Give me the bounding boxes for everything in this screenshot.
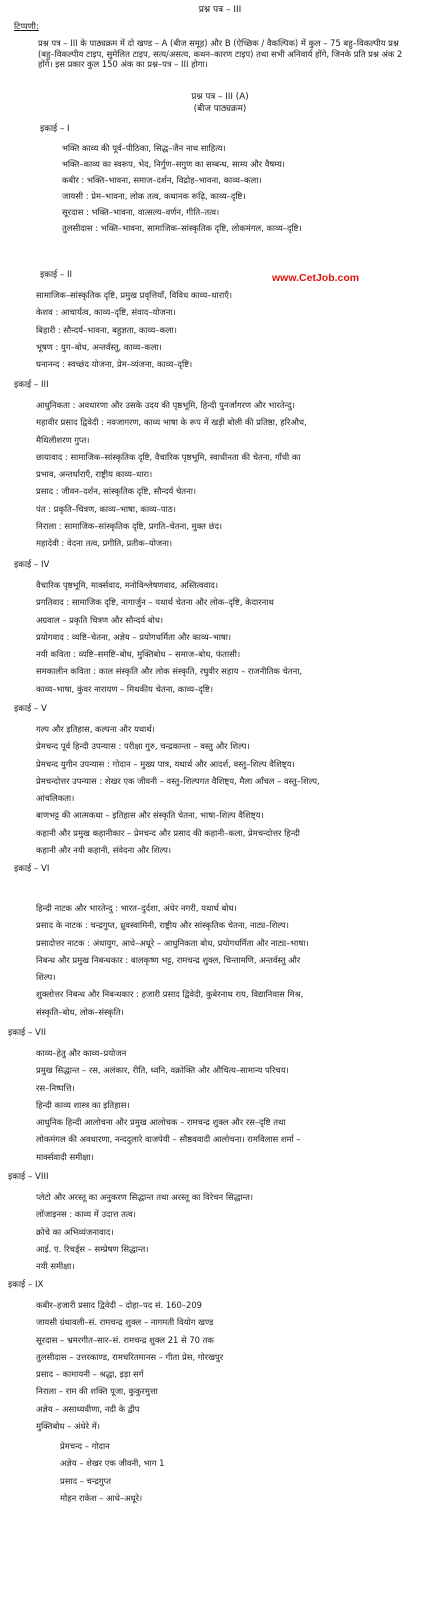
list-item: क्रोचे का अभिव्यंजनावाद।	[36, 1226, 114, 1237]
unit-3-list	[36, 397, 307, 553]
list-item: पंत : प्रकृति–चित्रण, काव्य–भाषा, काव्य–पाठ।	[36, 503, 176, 514]
unit-heading: इकाई – VI	[14, 864, 50, 874]
list-item: प्रसाद – चन्द्रगुप्त	[60, 1475, 111, 1486]
list-item: प्रगतिवाद : सामाजिक दृष्टि, नागार्जुन – यथार्थ चेतना और लोक–दृष्टि, केदारनाथ	[36, 597, 274, 608]
unit-heading: इकाई – I	[40, 124, 70, 134]
list-item: प्रेमचन्दोत्तर उपन्यास : शेखर एक जीवनी – वस्तु–शिल्पगत वैशिष्ट्य, मैला आँचल – वस्तु–शिल्प,	[36, 775, 320, 786]
list-item: जायसी : प्रेम–भावना, लोक तत्व, कथानक रूढ़ि, काव्य–दृष्टि।	[62, 191, 246, 201]
list-item: वैचारिक पृष्ठभूमि, मार्क्सवाद, मनोविश्लेषणवाद, अस्तित्ववाद।	[36, 580, 219, 590]
unit-heading: इकाई – V	[14, 704, 47, 714]
list-item: कहानी और नयी कहानी, संवेदना और शिल्प।	[36, 845, 171, 856]
list-item: मोहन राकेश – आधे–अधूरे।	[60, 1492, 143, 1503]
list-item: प्रमुख सिद्धान्त – रस, अलंकार, रीति, ध्वनि, वक्रोक्ति और औचित्य–सामान्य परिचय।	[36, 1065, 289, 1076]
list-item: छायावाद : सामाजिक–सांस्कृतिक दृष्टि, वैचारिक पृष्ठभूमि, स्वाधीनता की चेतना, गाँधी का	[36, 451, 301, 462]
list-item: सामाजिक–सांस्कृतिक दृष्टि, प्रमुख प्रवृत्तियाँ, विविध काव्य–धाराएँ।	[36, 290, 233, 300]
list-item: काव्य–भाषा, कुंवर नारायण – मिथकीय चेतना, काव्य–दृष्टि।	[36, 683, 213, 694]
list-item: काव्य–हेतु और काव्य–प्रयोजन	[36, 1048, 127, 1058]
list-item: गल्प और इतिहास, कल्पना और यथार्थ।	[36, 724, 155, 734]
list-item: शिल्प।	[36, 972, 56, 983]
list-item: बाणभट्ट की आत्मकथा – इतिहास और संस्कृति चेतना, भाषा–शिल्प वैशिष्ट्य।	[36, 810, 264, 821]
list-item: प्रसाद – कामायनी – श्रद्धा, इड़ा सर्ग	[36, 1369, 144, 1380]
list-item: सूरदास : भक्ति–भावना, वात्सल्य–वर्णन, गीति–तत्व।	[62, 207, 220, 217]
list-item: तुलसीदास – उत्तरकाण्ड, रामचरितमानस – गीता प्रेस, गोरखपुर	[36, 1351, 224, 1362]
unit-5-list	[36, 721, 320, 859]
note-paragraph: प्रश्न पत्र – III के पाठ्यक्रम में दो खण्ड – A (बीज समूह) और B (ऐच्छिक / वैकल्पिक) में कुल – 75 बहु–विकल्पीय प्रश्न (बहु–विकल्पीय टाइप, सुमेलित टाइप, सत्य/असत्य, कथन–कारण टाइप) तथा सभी अनिवार्य होंगे, जिनके प्रति प्रश्न अंक 2 होंगे। इस प्रकार कुल 150 अंक का प्रश्न–पत्र – III होगा।	[38, 38, 403, 70]
list-item: अज्ञेय – शेखर एक जीवनी, भाग 1	[60, 1458, 165, 1469]
list-item: लोंजाइनस : काव्य में उदात्त तत्व।	[36, 1209, 136, 1220]
list-item: कबीर : भक्ति–भावना, समाज–दर्शन, विद्रोह–भावना, काव्य–कला।	[62, 175, 262, 185]
unit-8-list	[36, 1189, 253, 1275]
list-item: निराला – राम की शक्ति पूजा, कुकुरमुत्ता	[36, 1386, 158, 1397]
list-item: महादेवी : वेदना तत्व, प्रगीति, प्रतीक–योजना।	[36, 538, 173, 549]
unit-6-list	[36, 900, 309, 1021]
unit-2-list	[36, 287, 232, 373]
list-item: प्रसाद : जीवन–दर्शन, सांस्कृतिक दृष्टि, सौन्दर्य चेतना।	[36, 486, 197, 497]
section-subtitle: (बीज पाठ्यक्रम)	[193, 104, 247, 114]
list-item: बिहारी : सौन्दर्य–भावना, बहुज्ञता, काव्य–कला।	[36, 324, 177, 335]
list-item: भक्ति काव्य की पूर्व–पीठिका, सिद्ध–जैन नाथ साहित्य।	[62, 143, 226, 153]
prose-list	[60, 1438, 164, 1507]
list-item: लोकमंगल की अवधारणा, नन्ददुलारे वाजपेयी – सौष्ठववादी आलोचना। रामविलास शर्मा –	[36, 1134, 301, 1145]
list-item: प्रयोगवाद : व्यष्टि–चेतना, अज्ञेय – प्रयोगधर्मिता और काव्य–भाषा।	[36, 631, 232, 642]
unit-7-list	[36, 1045, 301, 1166]
unit-heading: इकाई – IX	[8, 1280, 44, 1290]
watermark: www.CetJob.com	[272, 272, 360, 284]
list-item: समकालीन कविता : काल संस्कृति और लोक संस्कृति, रघुवीर सहाय – राजनीतिक चेतना,	[36, 666, 303, 677]
list-item: आधुनिकता : अवधारणा और उसके उदय की पृष्ठभूमि, हिन्दी पुनर्जागरण और भारतेन्दु।	[36, 400, 295, 410]
list-item: आई. ए. रिचर्ड्स – सम्प्रेषण सिद्धान्त।	[36, 1243, 149, 1254]
list-item: सूरदास – भ्रमरगीत–सार–सं. रामचन्द्र शुक्ल 21 से 70 तक	[36, 1334, 214, 1345]
list-item: हिन्दी काव्य शास्त्र का इतिहास।	[36, 1099, 130, 1110]
note-label: टिप्पणी:	[14, 21, 39, 31]
list-item: महावीर प्रसाद द्विवेदी : नवजागरण, काव्य भाषा के रूप में खड़ी बोली की प्रतिष्ठा, हरिऔध,	[36, 417, 307, 428]
unit-heading: इकाई – IV	[14, 560, 50, 570]
list-item: मैथिलीशरण गुप्त।	[36, 434, 90, 445]
list-item: नयी समीक्षा।	[36, 1261, 75, 1272]
list-item: प्रेमचन्द – गोदान	[60, 1441, 110, 1451]
list-item: प्रेमचन्द पूर्व हिन्दी उपन्यास : परीक्षा गुरु, चन्द्रकान्ता – वस्तु और शिल्प।	[36, 741, 250, 752]
unit-heading: इकाई – VII	[8, 1028, 46, 1038]
list-item: अज्ञेय – असाध्यवीणा, नदी के द्वीप	[36, 1403, 140, 1414]
unit-1-list	[62, 140, 302, 236]
list-item: कहानी और प्रमुख कहानीकार – प्रेमचन्द और प्रसाद की कहानी–कला, प्रेमचन्दोत्तर हिन्दी	[36, 827, 300, 838]
list-item: कबीर–हजारी प्रसाद द्विवेदी – दोहा–पद सं. 160–209	[36, 1300, 202, 1310]
list-item: मुक्तिबोध – अंधेरे में।	[36, 1421, 100, 1432]
unit-9-list	[36, 1297, 223, 1435]
unit-4-list	[36, 577, 302, 698]
list-item: प्लेटो और अरस्तू का अनुकरण सिद्धान्त तथा अरस्तू का विरेचन सिद्धान्त।	[36, 1192, 254, 1202]
list-item: भक्ति–काव्य का स्वरूप, भेद, निर्गुण–सगुण का सम्बन्ध, साम्य और वैषम्य।	[62, 159, 285, 169]
list-item: निबन्ध और प्रमुख निबन्धकार : बालकृष्ण भट्ट, रामचन्द्र शुक्ल, चिन्तामणि, अन्तर्वस्तु और	[36, 954, 301, 965]
list-item: निराला : सामाजिक–सांस्कृतिक दृष्टि, प्रगति–चेतना, मुक्त छंद।	[36, 521, 223, 532]
unit-heading: इकाई – VIII	[8, 1172, 49, 1182]
list-item: मार्क्सवादी समीक्षा।	[36, 1151, 94, 1162]
list-item: संस्कृति–बोध, लोक–संस्कृति।	[36, 1006, 124, 1017]
list-item: शुक्लोत्तर निबन्ध और निबन्धकार : हजारी प्रसाद द्विवेदी, कुबेरनाथ राय, विद्यानिवास मिश्र,	[36, 989, 304, 1000]
list-item: भूषण : युग–बोध, अन्तर्वस्तु, काव्य–कला।	[36, 341, 162, 352]
list-item: आंचलिकता।	[36, 793, 75, 804]
list-item: प्रेमचन्द युगीन उपन्यास : गोदान – मुख्य पात्र, यथार्थ और आदर्श, वस्तु–शिल्प वैशिष्ट्य।	[36, 758, 295, 769]
unit-heading: इकाई – III	[14, 380, 49, 390]
section-title: प्रश्न पत्र – III (A)	[191, 92, 249, 102]
list-item: रस–निष्पत्ति।	[36, 1082, 75, 1093]
list-item: घनानन्द : स्वच्छंद योजना, प्रेम–व्यंजना, काव्य–दृष्टि।	[36, 359, 193, 370]
list-item: प्रसादोत्तर नाटक : अंधायुग, आधे–अधूरे – आधुनिकता बोध, प्रयोगधर्मिता और नाट्य–भाषा।	[36, 937, 309, 948]
list-item: आधुनिक हिन्दी आलोचना और प्रमुख आलोचक – रामचन्द्र शुक्ल और रस–दृष्टि तथा	[36, 1117, 286, 1128]
list-item: हिन्दी नाटक और भारतेन्दु : भारत–दुर्दशा, अंधेर नगरी, यथार्थ बोध।	[36, 903, 237, 913]
list-item: प्रसाद के नाटक : चन्द्रगुप्त, ध्रुवस्वामिनी, राष्ट्रीय और सांस्कृतिक चेतना, नाट्य–शिल्प।	[36, 920, 289, 931]
page-title: प्रश्न पत्र – III	[198, 5, 242, 15]
list-item: केशव : आचार्यत्व, काव्य–दृष्टि, संवाद–योजना।	[36, 307, 176, 318]
list-item: अग्रवाल – प्रकृति चित्रण और सौन्दर्य बोध।	[36, 614, 164, 625]
list-item: जायसी ग्रंथावली–सं. रामचन्द्र शुक्ल – नागमती वियोग खण्ड	[36, 1317, 214, 1328]
unit-heading: इकाई – II	[40, 270, 73, 280]
list-item: नयी कविता : व्यष्टि–समष्टि–बोध, मुक्तिबोध – समाज–बोध, फंतासी।	[36, 649, 241, 660]
list-item: प्रभाव, अन्तर्धाराएँ, राष्ट्रीय काव्य–धारा।	[36, 469, 153, 480]
list-item: तुलसीदास : भक्ति–भावना, सामाजिक–सांस्कृतिक दृष्टि, लोकमंगल, काव्य–दृष्टि।	[62, 223, 302, 233]
